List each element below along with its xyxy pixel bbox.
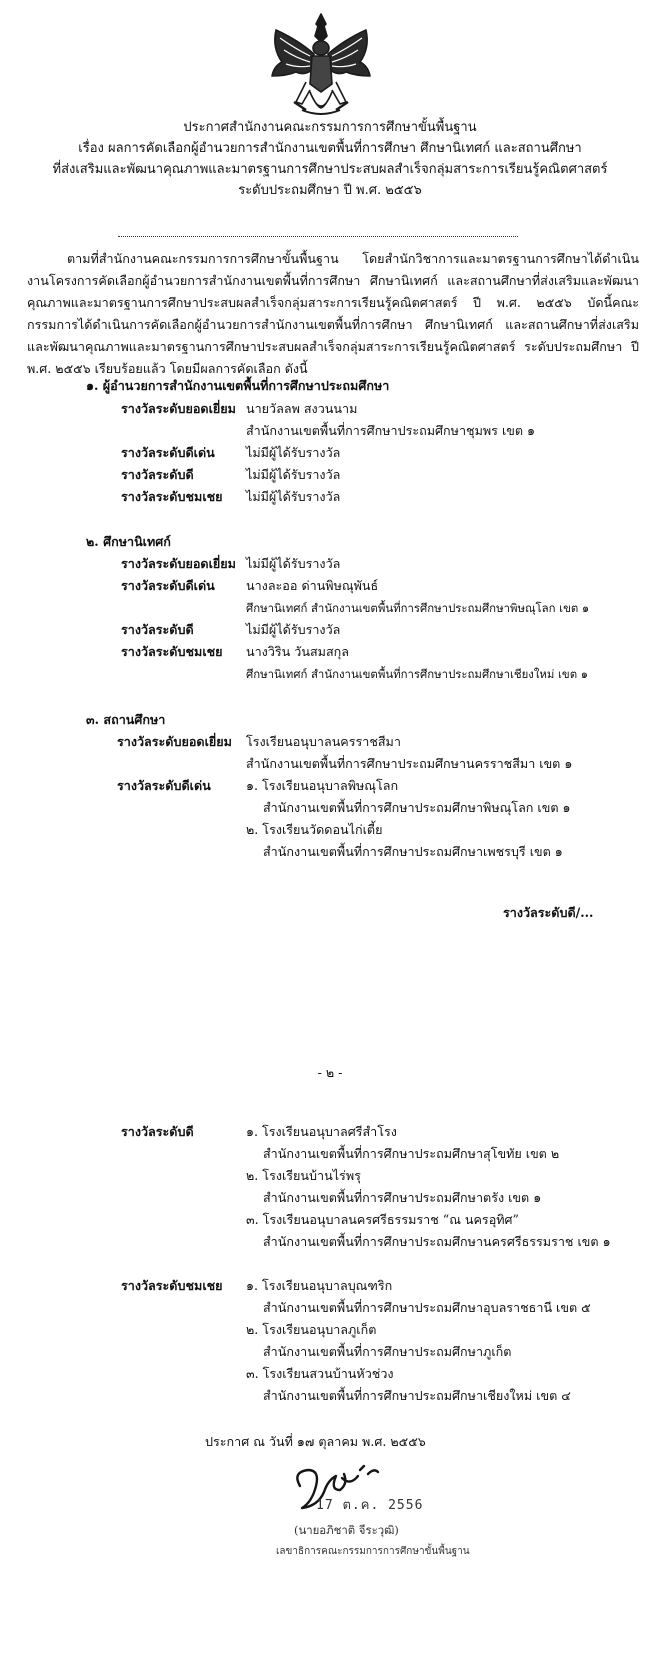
p2-good-label: รางวัลระดับดี bbox=[121, 1124, 194, 1139]
p2-honorable-item-2-name: ๒. โรงเรียนอนุบาลภูเก็ต bbox=[246, 1322, 377, 1337]
p2-good-item-2-org: สำนักงานเขตพื้นที่การศึกษาประถมศึกษาตรัง เขต ๑ bbox=[263, 1190, 542, 1205]
s3-outstanding-item-1-org: สำนักงานเขตพื้นที่การศึกษาประถมศึกษาพิษณุโลก เขต ๑ bbox=[263, 800, 571, 815]
subject-line-2: ที่ส่งเสริมและพัฒนาคุณภาพและมาตรฐานการศึกษาประสบผลสำเร็จกลุ่มสาระการเรียนรู้คณิตศาสตร์ bbox=[52, 162, 608, 177]
s3-award-excellent-label: รางวัลระดับยอดเยี่ยม bbox=[117, 734, 232, 749]
s1-award-good-value: ไม่มีผู้ได้รับรางวัล bbox=[246, 467, 341, 482]
s2-award-excellent-value: ไม่มีผู้ได้รับรางวัล bbox=[246, 556, 341, 571]
s2-award-good-label: รางวัลระดับดี bbox=[121, 622, 194, 637]
section-2-heading: ๒. ศึกษานิเทศก์ bbox=[86, 534, 171, 549]
s3-outstanding-item-2-name: ๒. โรงเรียนวัดดอนไก่เตี้ย bbox=[246, 822, 383, 837]
p2-honorable-item-1-org: สำนักงานเขตพื้นที่การศึกษาประถมศึกษาอุบลราชธานี เขต ๕ bbox=[263, 1300, 591, 1315]
s1-award-outstanding-value: ไม่มีผู้ได้รับรางวัล bbox=[246, 445, 341, 460]
s3-outstanding-item-1-name: ๑. โรงเรียนอนุบาลพิษณุโลก bbox=[246, 778, 399, 793]
s2-award-good-value: ไม่มีผู้ได้รับรางวัล bbox=[246, 622, 341, 637]
s2-award-outstanding-name: นางละออ ด่านพิษณุพันธ์ bbox=[246, 578, 379, 593]
p2-good-item-2-name: ๒. โรงเรียนบ้านไร่พรุ bbox=[246, 1168, 361, 1183]
page-number: - ๒ - bbox=[317, 1065, 343, 1080]
s3-outstanding-item-2-org: สำนักงานเขตพื้นที่การศึกษาประถมศึกษาเพชรบุรี เขต ๑ bbox=[263, 844, 563, 859]
p2-honorable-item-2-org: สำนักงานเขตพื้นที่การศึกษาประถมศึกษาภูเก็ต bbox=[263, 1344, 512, 1359]
s1-award-honorable-label: รางวัลระดับชมเชย bbox=[121, 489, 223, 504]
section-1-heading: ๑. ผู้อำนวยการสำนักงานเขตพื้นที่การศึกษาประถมศึกษา bbox=[86, 378, 390, 393]
s1-award-excellent-org: สำนักงานเขตพื้นที่การศึกษาประถมศึกษาชุมพร เขต ๑ bbox=[246, 423, 536, 438]
signer-name: (นายอภิชาติ จีระวุฒิ) bbox=[294, 1523, 399, 1537]
subject-line: เรื่อง ผลการคัดเลือกผู้อำนวยการสำนักงานเขตพื้นที่การศึกษา ศึกษานิเทศก์ และสถานศึกษา bbox=[78, 141, 582, 156]
s2-award-outstanding-org: ศึกษานิเทศก์ สำนักงานเขตพื้นที่การศึกษาประถมศึกษาพิษณุโลก เขต ๑ bbox=[246, 601, 590, 615]
s2-award-honorable-name: นางวิริน วันสมสกุล bbox=[246, 644, 349, 659]
s1-award-good-label: รางวัลระดับดี bbox=[121, 467, 194, 482]
p2-good-item-3-org: สำนักงานเขตพื้นที่การศึกษาประถมศึกษานครศรีธรรมราช เขต ๑ bbox=[263, 1234, 611, 1249]
announcement-title: ประกาศสำนักงานคณะกรรมการการศึกษาขั้นพื้นฐาน bbox=[183, 120, 477, 135]
p2-good-item-1-org: สำนักงานเขตพื้นที่การศึกษาประถมศึกษาสุโขทัย เขต ๒ bbox=[263, 1146, 560, 1161]
p2-good-item-1-name: ๑. โรงเรียนอนุบาลศรีสำโรง bbox=[246, 1124, 397, 1139]
intro-text: ตามที่สำนักงานคณะกรรมการการศึกษาขั้นพื้นฐาน โดยสำนักวิชาการและมาตรฐานการศึกษาได้ดำเนินงานโครงการคัดเลือกผู้อำนวยการสำนักงานเขตพื้นที่การศึกษา ศึกษานิเทศก์ และสถานศึกษาที่ส่งเสริมและพัฒนาคุณภาพและมาตรฐานการศึกษาประสบผลสำเร็จกลุ่มสาระการเรียนรู้คณิตศาสตร์ ปี พ.ศ. ๒๕๕๖ บัดนี้คณะกรรมการได้ดำเนินการคัดเลือกผู้อำนวยการสำนักงานเขตพื้นที่การศึกษา ศึกษานิเทศก์ และสถานศึกษาที่ส่งเสริมและพัฒนาคุณภาพและมาตรฐานการศึกษาประสบผลสำเร็จกลุ่มสาระการเรียนรู้คณิตศาสตร์ ระดับประถมศึกษา ปี พ.ศ. ๒๕๕๖ เรียบร้อยแล้ว โดยมีผลการคัดเลือก ดังนี้ bbox=[27, 251, 639, 376]
p2-honorable-label: รางวัลระดับชมเชย bbox=[121, 1278, 223, 1293]
section-3-heading: ๓. สถานศึกษา bbox=[86, 712, 166, 727]
continued-marker: รางวัลระดับดี/... bbox=[503, 905, 594, 920]
p2-good-item-3-name: ๓. โรงเรียนอนุบาลนครศรีธรรมราช “ณ นครอุทิศ” bbox=[246, 1212, 519, 1227]
s3-award-excellent-org: สำนักงานเขตพื้นที่การศึกษาประถมศึกษานครราชสีมา เขต ๑ bbox=[246, 756, 573, 771]
p2-honorable-item-1-name: ๑. โรงเรียนอนุบาลบุณฑริก bbox=[246, 1278, 393, 1293]
intro-paragraph bbox=[27, 248, 639, 380]
s1-award-excellent-label: รางวัลระดับยอดเยี่ยม bbox=[121, 401, 236, 416]
s2-award-excellent-label: รางวัลระดับยอดเยี่ยม bbox=[121, 556, 236, 571]
subject-line-3: ระดับประถมศึกษา ปี พ.ศ. ๒๕๕๖ bbox=[238, 183, 422, 198]
garuda-emblem bbox=[266, 10, 376, 122]
s2-award-honorable-org: ศึกษานิเทศก์ สำนักงานเขตพื้นที่การศึกษาประถมศึกษาเชียงใหม่ เขต ๑ bbox=[246, 667, 588, 681]
dotted-divider bbox=[118, 236, 518, 237]
date-stamp: 17 ต.ค. 2556 bbox=[316, 1498, 424, 1513]
announcement-date: ประกาศ ณ วันที่ ๑๗ ตุลาคม พ.ศ. ๒๕๕๖ bbox=[205, 1434, 426, 1449]
s3-award-outstanding-label: รางวัลระดับดีเด่น bbox=[117, 778, 211, 793]
p2-honorable-item-3-name: ๓. โรงเรียนสวนบ้านหัวช่วง bbox=[246, 1366, 394, 1381]
s1-award-outstanding-label: รางวัลระดับดีเด่น bbox=[121, 445, 215, 460]
signer-position: เลขาธิการคณะกรรมการการศึกษาขั้นพื้นฐาน bbox=[276, 1546, 470, 1557]
s2-award-honorable-label: รางวัลระดับชมเชย bbox=[121, 644, 223, 659]
p2-honorable-item-3-org: สำนักงานเขตพื้นที่การศึกษาประถมศึกษาเชียงใหม่ เขต ๔ bbox=[263, 1388, 571, 1403]
s3-award-excellent-name: โรงเรียนอนุบาลนครราชสีมา bbox=[246, 734, 401, 749]
s1-award-excellent-name: นายวัลลพ สงวนนาม bbox=[246, 401, 358, 416]
s1-award-honorable-value: ไม่มีผู้ได้รับรางวัล bbox=[246, 489, 341, 504]
s2-award-outstanding-label: รางวัลระดับดีเด่น bbox=[121, 578, 215, 593]
